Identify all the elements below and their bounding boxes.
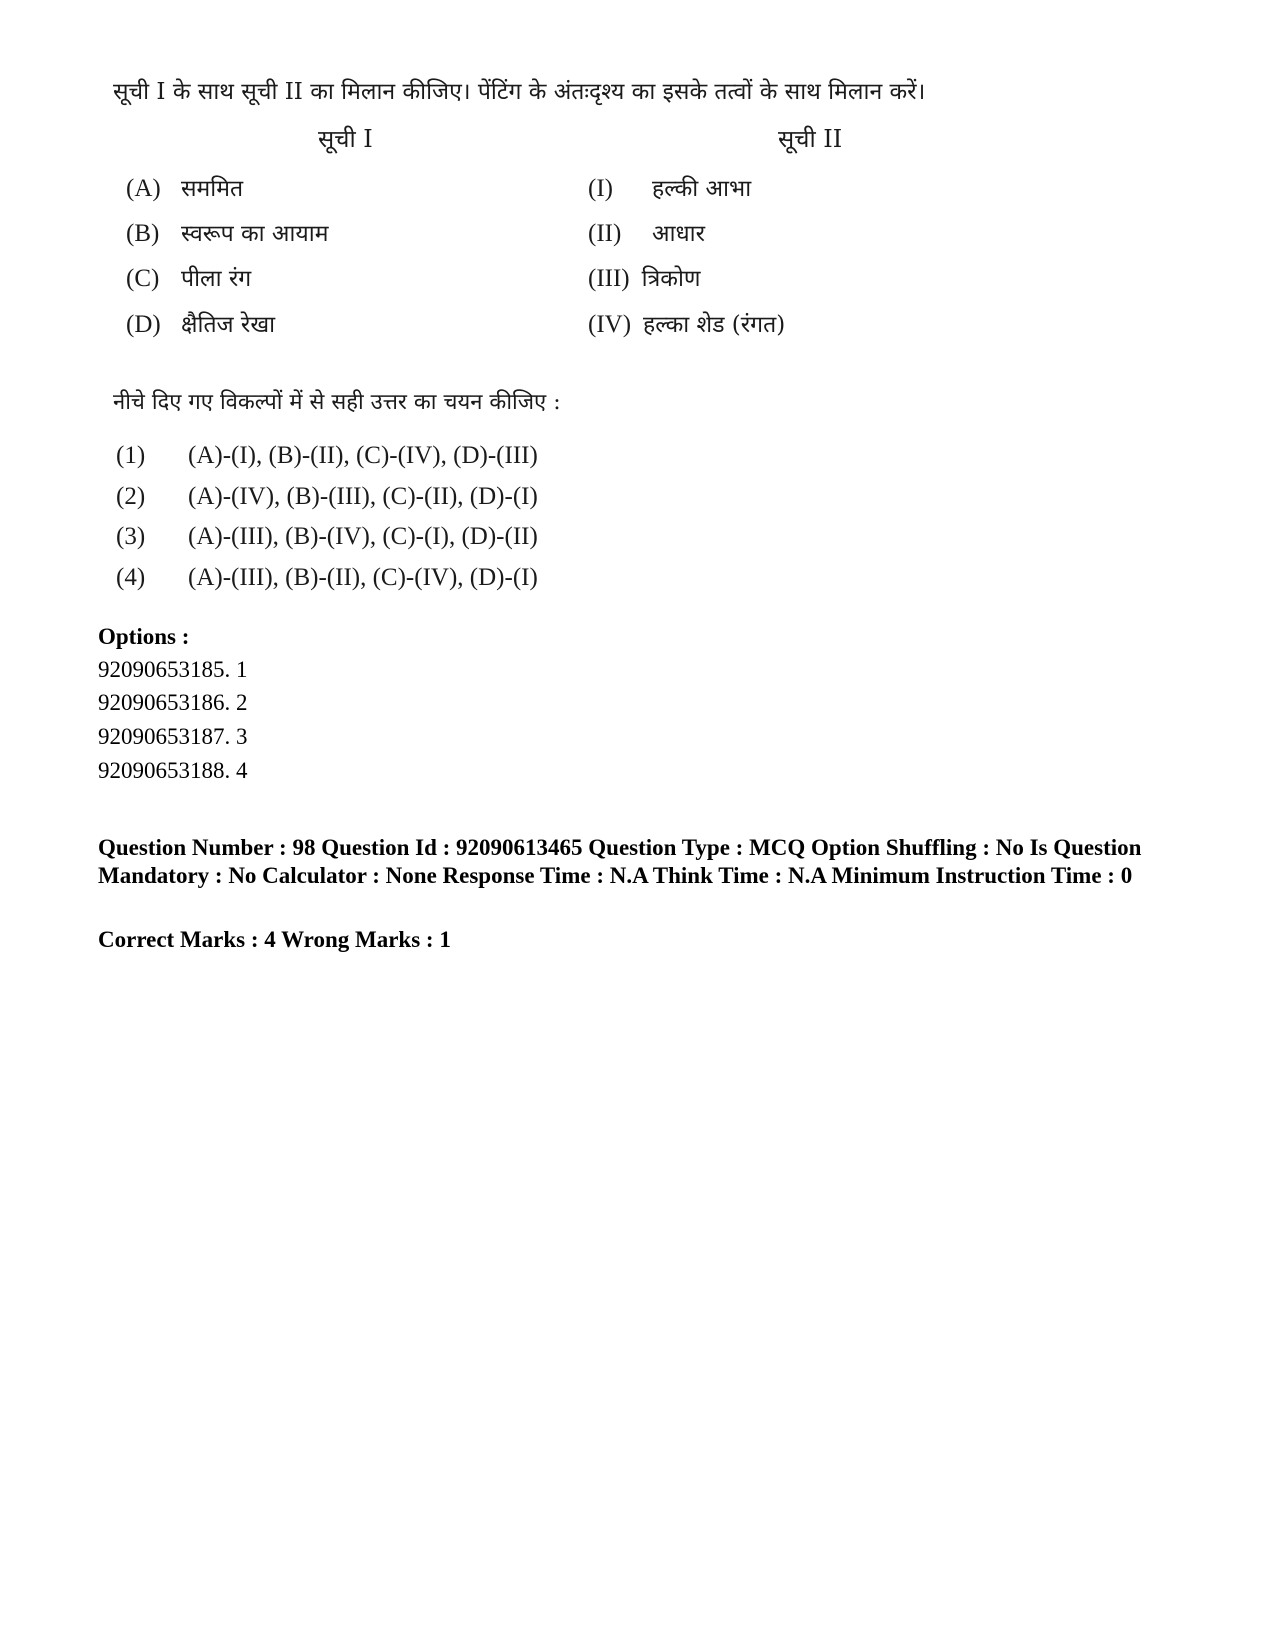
list2-key: (I): [588, 175, 613, 202]
choice-text: (A)-(III), (B)-(II), (C)-(IV), (D)-(I): [188, 564, 538, 591]
choice-number: (3): [116, 523, 146, 550]
answer-choice-3: [116, 523, 538, 551]
list1-text: पीला रंग: [181, 266, 252, 292]
answer-choice-2: [116, 483, 538, 511]
list1-text: क्षैतिज रेखा: [181, 312, 276, 338]
list1-text: स्वरूप का आयाम: [181, 221, 329, 247]
list2-key: (IV): [588, 311, 632, 338]
list2-heading: सूची II: [778, 125, 843, 153]
choice-number: (2): [116, 483, 146, 510]
instruction-text: नीचे दिए गए विकल्पों में से सही उत्तर का चयन कीजिए :: [113, 390, 561, 415]
answer-choice-1: [116, 442, 538, 470]
options-label: Options :: [98, 624, 190, 649]
list2-key: (II): [588, 220, 622, 247]
answer-choice-4: [116, 564, 538, 592]
option-id-line: 92090653185. 1: [98, 657, 248, 682]
choice-number: (4): [116, 564, 146, 591]
list1-key: (A): [126, 175, 161, 202]
list1-text: सममित: [181, 176, 244, 202]
list2-item-ii: [588, 216, 705, 248]
list2-key: (III): [588, 265, 630, 292]
choice-text: (A)-(IV), (B)-(III), (C)-(II), (D)-(I): [188, 483, 538, 510]
option-id-line: 92090653188. 4: [98, 758, 248, 783]
list2-text: हल्की आभा: [652, 176, 752, 202]
list2-text: आधार: [652, 221, 706, 247]
question-meta: Question Number : 98 Question Id : 92090613465 Question Type : MCQ Option Shuffling : No Is Question Mandatory : No Calculator : None Response Time : N.A Think Time : N.A Minimum Instruction Time : 0: [98, 835, 1142, 888]
list1-item-a: [126, 171, 243, 203]
list1-item-b: [126, 216, 328, 248]
list1-item-d: [126, 307, 275, 339]
option-id-line: 92090653187. 3: [98, 724, 248, 749]
list2-text: त्रिकोण: [641, 266, 701, 292]
choice-number: (1): [116, 442, 146, 469]
list2-item-iv: [588, 307, 785, 339]
choice-text: (A)-(III), (B)-(IV), (C)-(I), (D)-(II): [188, 523, 538, 550]
list1-heading: सूची I: [318, 125, 373, 153]
option-id-line: 92090653186. 2: [98, 690, 248, 715]
list2-text: हल्का शेड (रंगत): [643, 312, 786, 338]
choice-text: (A)-(I), (B)-(II), (C)-(IV), (D)-(III): [188, 442, 538, 469]
list1-item-c: [126, 261, 251, 293]
list1-key: (B): [126, 220, 160, 247]
list1-key: (D): [126, 311, 161, 338]
question-text: सूची I के साथ सूची II का मिलान कीजिए। पेंटिंग के अंतःदृश्य का इसके तत्वों के साथ मिलान करें।: [113, 79, 926, 105]
list2-item-iii: [588, 261, 701, 293]
list1-key: (C): [126, 265, 160, 292]
list2-item-i: [588, 171, 751, 203]
marks-info: Correct Marks : 4 Wrong Marks : 1: [98, 927, 451, 952]
